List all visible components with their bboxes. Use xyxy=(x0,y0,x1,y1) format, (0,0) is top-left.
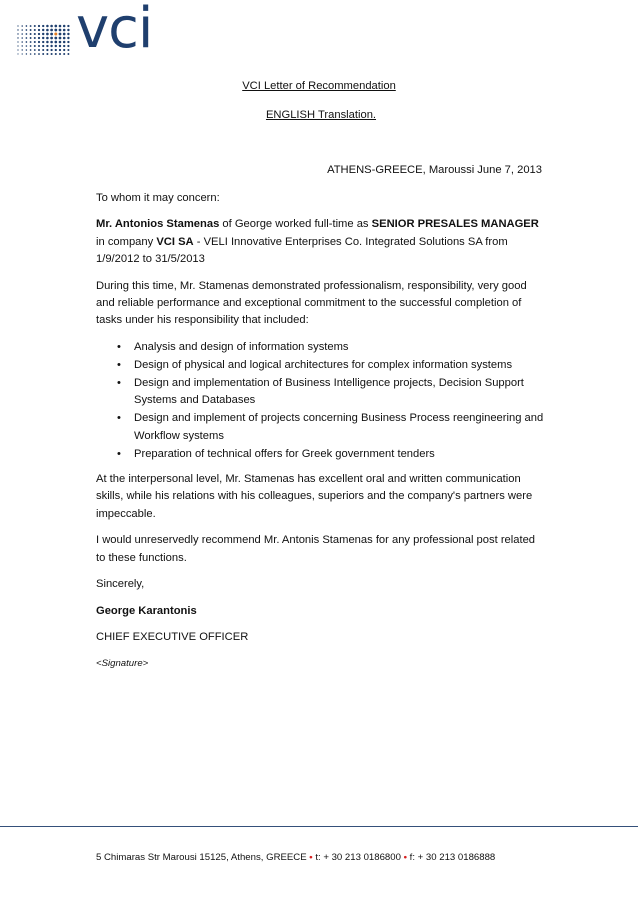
signature-placeholder: <Signature> xyxy=(96,658,149,670)
logo-dot xyxy=(50,37,53,40)
letter-subtitle: ENGLISH Translation. xyxy=(265,109,377,121)
logo-dot xyxy=(21,45,22,46)
logo-dot xyxy=(34,29,36,31)
list-item: • Analysis and design of information systems xyxy=(134,339,546,356)
logo-dot xyxy=(50,45,52,47)
logo-dot xyxy=(54,37,57,40)
logo-dot xyxy=(38,37,40,39)
logo-dot xyxy=(38,53,40,55)
vci-logo xyxy=(16,0,153,64)
logo-dot xyxy=(21,29,23,31)
logo-dot xyxy=(59,37,62,40)
logo-dot xyxy=(67,37,69,39)
logo-dot xyxy=(67,45,69,47)
logo-dot xyxy=(30,33,32,35)
logo-dot xyxy=(46,25,49,28)
company-name: VCI SA xyxy=(156,235,194,248)
logo-dot xyxy=(21,41,23,43)
footer-phone: t: + 30 213 0186800 xyxy=(312,852,404,863)
logo-dot xyxy=(21,25,23,27)
footer-fax: f: + 30 213 0186888 xyxy=(406,852,496,863)
performance-paragraph: During this time, Mr. Stamenas demonstrated professionalism, responsibility, very good and reliable performance and exceptional commitment to the successful completion of tasks under his responsibility that included: xyxy=(96,279,527,327)
logo-dot xyxy=(38,41,40,43)
logo-dot xyxy=(46,45,48,47)
logo-dot xyxy=(50,49,52,51)
logo-dot xyxy=(17,49,18,50)
logo-dot xyxy=(46,33,49,36)
logo-dot xyxy=(46,53,48,55)
signer-title: CHIEF EXECUTIVE OFFICER xyxy=(96,630,249,643)
logo-dot xyxy=(38,29,40,31)
salutation: To whom it may concern: xyxy=(96,192,220,204)
logo-dot xyxy=(34,37,36,39)
logo-dot xyxy=(51,53,53,55)
logo-dot xyxy=(59,33,62,36)
logo-dot xyxy=(46,49,48,51)
employee-name: Mr. Antonios Stamenas xyxy=(96,218,220,231)
logo-dot xyxy=(34,45,36,47)
logo-dot xyxy=(67,33,69,35)
logo-dot xyxy=(55,45,57,47)
logo-dot xyxy=(17,45,18,46)
logo-dot xyxy=(26,45,28,47)
logo-dot xyxy=(42,37,44,39)
logo-dot xyxy=(42,49,44,51)
logo-dot-grid-icon xyxy=(16,24,72,56)
logo-dot xyxy=(22,53,23,54)
logo-dot xyxy=(30,41,32,43)
logo-dot xyxy=(30,25,32,27)
interpersonal-paragraph: At the interpersonal level, Mr. Stamenas has excellent oral and written communication skills, while his relations with his colleagues, superiors and the company's partners were impeccable. xyxy=(96,473,533,520)
logo-dot xyxy=(50,25,53,28)
logo-dot xyxy=(21,33,23,35)
logo-dot xyxy=(59,29,62,32)
footer-separator: • xyxy=(403,852,407,863)
logo-dot xyxy=(67,25,69,27)
logo-dot xyxy=(59,41,62,44)
logo-dot xyxy=(63,49,65,51)
logo-dot xyxy=(38,45,40,47)
logo-dot xyxy=(42,45,44,47)
logo-dot xyxy=(63,29,66,32)
logo-dot xyxy=(59,49,61,51)
logo-dot xyxy=(30,29,32,31)
logo-dot xyxy=(63,33,66,36)
logo-dot xyxy=(22,49,23,50)
logo-dot xyxy=(34,41,36,43)
letter-body xyxy=(96,190,546,682)
logo-dot xyxy=(42,25,44,27)
logo-dot xyxy=(30,45,32,47)
logo-dot xyxy=(63,41,65,44)
logo-dot xyxy=(42,33,44,35)
logo-dot xyxy=(38,49,40,51)
footer-divider xyxy=(0,826,638,827)
logo-dot xyxy=(54,33,57,36)
logo-dot xyxy=(46,41,49,44)
list-item: • Design of physical and logical architectures for complex information systems xyxy=(134,357,546,374)
logo-dot xyxy=(26,29,28,31)
logo-dot xyxy=(34,33,36,35)
logo-dot xyxy=(54,41,57,44)
logo-dot xyxy=(26,25,28,27)
logo-dot xyxy=(50,29,53,32)
logo-dot xyxy=(63,53,65,55)
logo-dot xyxy=(42,53,44,55)
employment-paragraph: Mr. Antonios Stamenas of George worked full-time as SENIOR PRESALES MANAGER in company VCI SA - VELI Innovative Enterprises Co. Integrated Solutions SA from 1/9/2012 to 31/5/2013 xyxy=(96,218,539,266)
logo-dot xyxy=(67,29,69,31)
employee-position: SENIOR PRESALES MANAGER xyxy=(371,218,539,231)
logo-dot xyxy=(17,33,18,34)
logo-dot xyxy=(17,29,18,30)
logo-dot xyxy=(59,53,61,55)
list-item: • Preparation of technical offers for Greek government tenders xyxy=(134,446,546,463)
signer-name: George Karantonis xyxy=(96,604,197,617)
logo-dot xyxy=(46,29,49,32)
logo-dot xyxy=(50,41,53,44)
logo-dot xyxy=(55,53,57,55)
logo-dot xyxy=(26,33,28,35)
logo-dot xyxy=(67,41,69,43)
list-item: • Design and implementation of Business Intelligence projects, Decision Support Systems and Databases xyxy=(134,375,546,410)
logo-dot xyxy=(63,37,66,40)
list-item: • Design and implement of projects concerning Business Process reengineering and Workflow systems xyxy=(134,410,546,445)
logo-dot xyxy=(63,45,65,47)
logo-dot xyxy=(38,33,40,35)
logo-dot xyxy=(17,37,18,38)
logo-dot xyxy=(50,33,53,36)
logo-dot xyxy=(46,37,49,40)
logo-dot xyxy=(26,41,28,43)
logo-wordmark: vci xyxy=(76,0,153,61)
logo-dot xyxy=(17,25,18,26)
logo-dot xyxy=(54,25,57,28)
recommendation-paragraph: I would unreservedly recommend Mr. Antonis Stamenas for any professional post related to these functions. xyxy=(96,534,536,564)
logo-dot xyxy=(34,25,36,27)
logo-dot xyxy=(42,29,44,31)
footer-contact xyxy=(96,852,495,863)
logo-dot xyxy=(54,29,57,32)
letter-title: VCI Letter of Recommendation xyxy=(242,80,396,92)
dateline: ATHENS-GREECE, Maroussi June 7, 2013 xyxy=(327,164,542,176)
logo-dot xyxy=(34,53,36,55)
logo-dot xyxy=(67,49,69,51)
logo-dot xyxy=(17,53,18,54)
logo-dot xyxy=(21,37,23,39)
logo-dot xyxy=(26,53,27,54)
logo-dot xyxy=(42,41,44,43)
logo-dot xyxy=(17,41,18,42)
duties-list xyxy=(96,339,546,463)
logo-dot xyxy=(30,37,32,39)
footer-address: 5 Chimaras Str Marousi 15125, Athens, GREECE xyxy=(96,852,310,863)
logo-dot xyxy=(26,37,28,39)
logo-dot xyxy=(26,49,28,51)
logo-dot xyxy=(59,25,62,28)
logo-dot xyxy=(34,49,36,51)
logo-dot xyxy=(59,45,61,47)
footer-separator: • xyxy=(309,852,313,863)
closing: Sincerely, xyxy=(96,578,145,591)
logo-dot xyxy=(38,25,40,27)
logo-dot xyxy=(55,49,57,51)
logo-dot xyxy=(30,49,32,51)
logo-dot xyxy=(67,53,69,55)
logo-dot xyxy=(30,53,32,55)
logo-dot xyxy=(63,25,65,28)
